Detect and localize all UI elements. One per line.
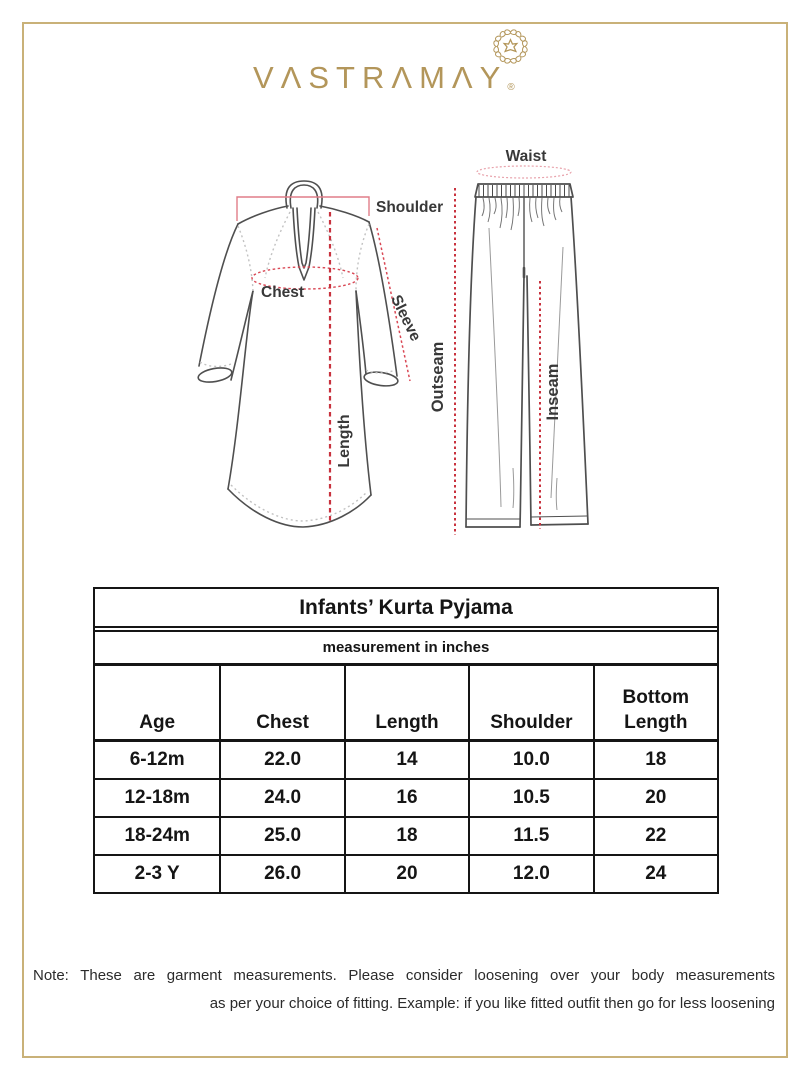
cell-age: 18-24m: [124, 825, 190, 846]
outseam-label: Outseam: [429, 341, 447, 413]
measurement-note: [33, 962, 775, 1018]
cell-length: 14: [344, 742, 468, 778]
shoulder-measure-line: [237, 197, 369, 221]
table-header-row: [95, 666, 717, 742]
cell-age: 6-12m: [129, 749, 185, 770]
waist-label: Waist: [505, 148, 547, 165]
cell-shoulder: 10.5: [468, 780, 592, 816]
cell-shoulder: 12.0: [468, 856, 592, 892]
cell-age: 12-18m: [124, 787, 190, 808]
cell-bottom-length: 22: [593, 818, 717, 854]
cell-chest: 24.0: [219, 780, 343, 816]
pyjama-outline: [466, 184, 588, 527]
inseam-label: Inseam: [544, 363, 562, 421]
waist-measure-ellipse: [477, 166, 571, 178]
sleeve-label: Sleeve: [387, 292, 424, 345]
cell-length: 18: [344, 818, 468, 854]
table-row: [95, 780, 717, 818]
brand-wordmark-text: VΛSTRΛMΛY: [253, 60, 508, 95]
cell-length: 20: [344, 856, 468, 892]
chest-label: Chest: [261, 284, 305, 301]
registered-trademark-icon: ®: [507, 82, 515, 93]
shoulder-label: Shoulder: [376, 199, 444, 216]
brand-wordmark: [253, 60, 515, 96]
kurta-outline: [197, 181, 399, 527]
table-subtitle: measurement in inches: [95, 632, 717, 666]
cell-shoulder: 11.5: [468, 818, 592, 854]
length-label: Length: [336, 414, 353, 468]
column-header-shoulder: Shoulder: [468, 666, 592, 739]
column-header-bottom-length: Bottom Length: [593, 666, 717, 739]
cell-length: 16: [344, 780, 468, 816]
table-title: Infants’ Kurta Pyjama: [95, 589, 717, 632]
cell-chest: 22.0: [219, 742, 343, 778]
waistband-gathers: [482, 198, 562, 230]
measurement-diagram: [140, 105, 670, 590]
cell-chest: 26.0: [219, 856, 343, 892]
cell-bottom-length: 18: [593, 742, 717, 778]
table-row: [95, 856, 717, 892]
cell-shoulder: 10.0: [468, 742, 592, 778]
table-row: [95, 818, 717, 856]
size-chart-table: [93, 587, 719, 894]
column-header-age: Age: [139, 711, 176, 733]
table-row: [95, 742, 717, 780]
cell-age: 2-3 Y: [134, 863, 180, 884]
column-header-length: Length: [344, 666, 468, 739]
cell-chest: 25.0: [219, 818, 343, 854]
column-header-chest: Chest: [219, 666, 343, 739]
note-line-1: Note: These are garment measurements. Please consider loosening over your body measurements: [33, 967, 775, 984]
waistband-elastic-hatching: [479, 185, 569, 197]
cell-bottom-length: 20: [593, 780, 717, 816]
cell-bottom-length: 24: [593, 856, 717, 892]
note-line-2: as per your choice of fitting. Example: if you like fitted outfit then go for less loosening: [209, 995, 775, 1012]
brand-ornament-icon: [487, 23, 534, 70]
